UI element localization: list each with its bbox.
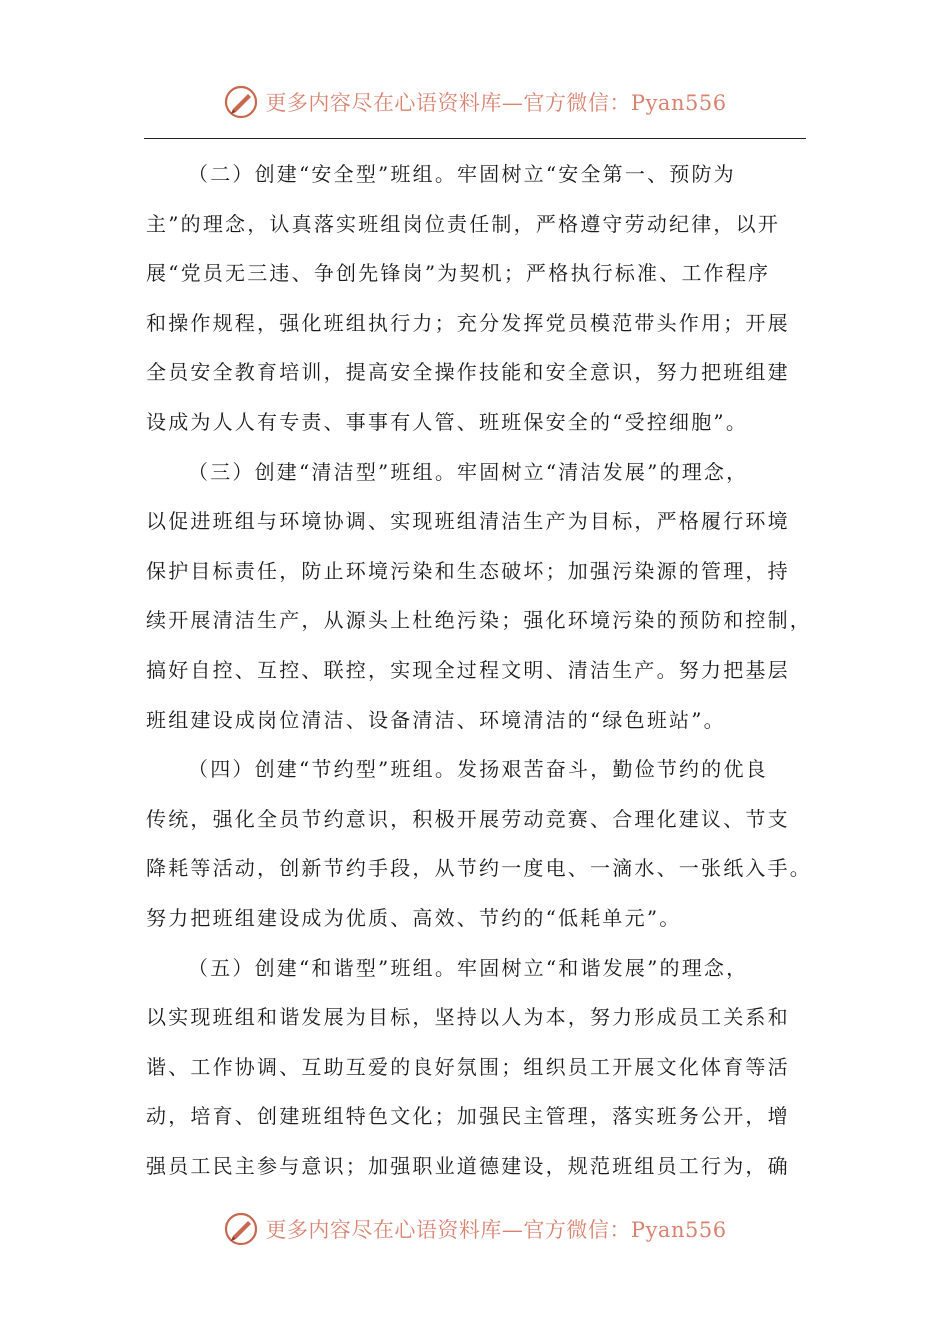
text-line: 强员工民主参与意识；加强职业道德建设，规范班组员工行为，确 (146, 1153, 790, 1178)
text-line: （五）创建“和谐型”班组。牢固树立“和谐发展”的理念， (188, 955, 749, 980)
text-line: 班组建设成岗位清洁、设备清洁、环境清洁的“绿色班站”。 (146, 707, 726, 732)
text-line: （三）创建“清洁型”班组。牢固树立“清洁发展”的理念， (188, 459, 749, 484)
footer-watermark-text: 更多内容尽在心语资料库—官方微信：Pyan556 (265, 1218, 727, 1242)
header-divider (144, 138, 806, 139)
text-line: 动，培育、创建班组特色文化；加强民主管理，落实班务公开，增 (146, 1104, 790, 1129)
text-line: 努力把班组建设成为优质、高效、节约的“低耗单元”。 (146, 905, 682, 930)
text-line: 展“党员无三违、争创先锋岗”为契机；严格执行标准、工作程序 (146, 261, 771, 286)
text-line: 以实现班组和谐发展为目标，坚持以人为本，努力形成员工关系和 (146, 1005, 790, 1030)
text-line: 降耗等活动，创新节约手段，从节约一度电、一滴水、一张纸入手。 (146, 856, 812, 881)
text-line: 续开展清洁生产，从源头上杜绝污染；强化环境污染的预防和控制， (146, 608, 812, 633)
text-line: 主”的理念，认真落实班组岗位责任制，严格遵守劳动纪律，以开 (146, 211, 781, 236)
header-watermark (0, 84, 950, 120)
text-line: 以促进班组与环境协调、实现班组清洁生产为目标，严格履行环境 (146, 509, 790, 534)
text-line: 设成为人人有专责、事事有人管、班班保安全的“受控细胞”。 (146, 409, 749, 434)
pen-logo-icon (223, 84, 259, 120)
text-line: 和操作规程，强化班组执行力；充分发挥党员模范带头作用；开展 (146, 310, 790, 335)
text-line: （四）创建“节约型”班组。发扬艰苦奋斗，勤俭节约的优良 (188, 757, 768, 782)
footer-watermark (0, 1211, 950, 1247)
document-body (146, 150, 812, 1191)
text-line: 搞好自控、互控、联控，实现全过程文明、清洁生产。努力把基层 (146, 657, 790, 682)
pen-logo-icon (223, 1211, 259, 1247)
text-line: 谐、工作协调、互助互爱的良好氛围；组织员工开展文化体育等活 (146, 1054, 790, 1079)
text-line: 保护目标责任，防止环境污染和生态破坏；加强污染源的管理，持 (146, 558, 790, 583)
header-watermark-text: 更多内容尽在心语资料库—官方微信：Pyan556 (265, 91, 727, 115)
text-line: 传统，强化全员节约意识，积极开展劳动竞赛、合理化建议、节支 (146, 806, 790, 831)
text-line: （二）创建“安全型”班组。牢固树立“安全第一、预防为 (188, 162, 736, 186)
text-line: 全员安全教育培训，提高安全操作技能和安全意识，努力把班组建 (146, 360, 790, 385)
